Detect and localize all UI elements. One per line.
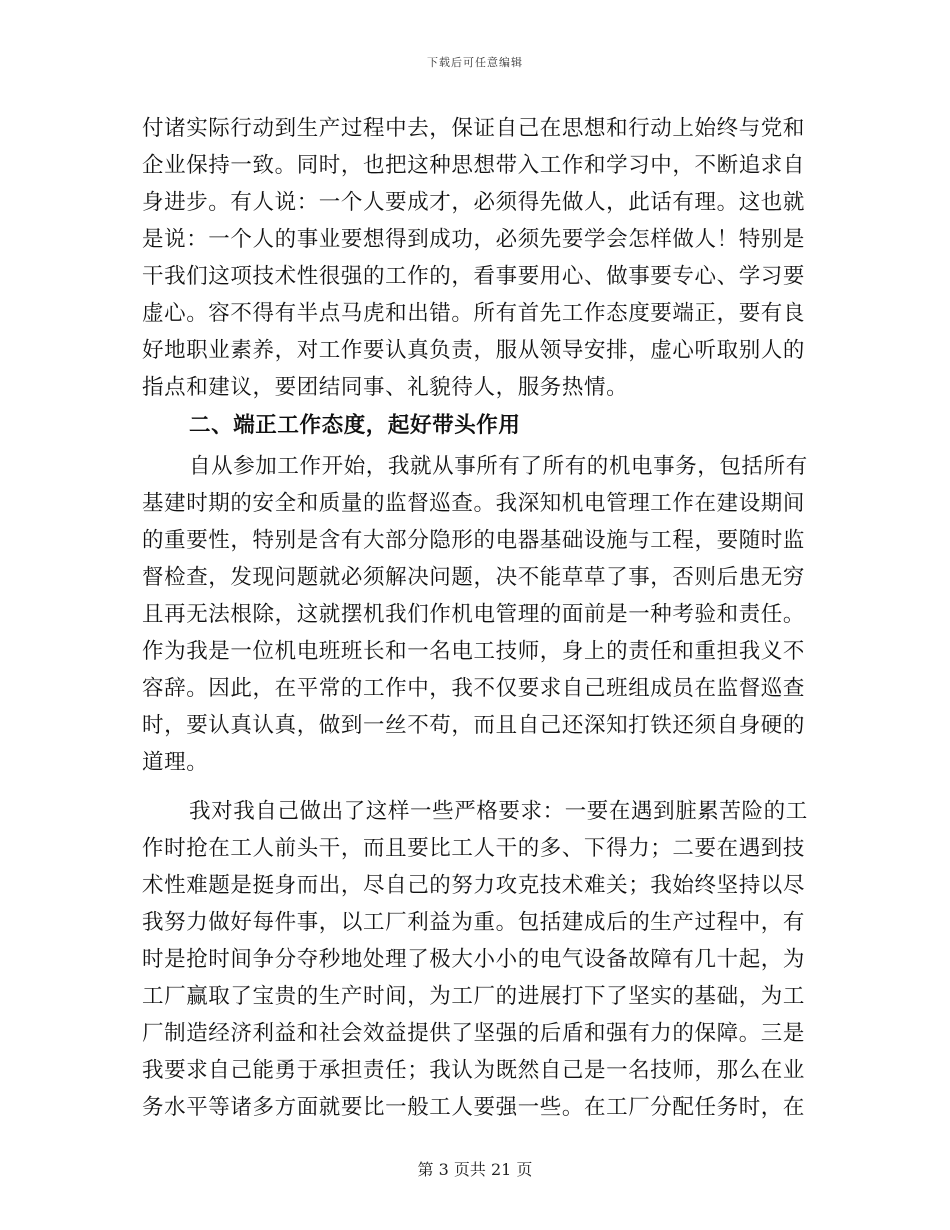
paragraph-1 — [142, 110, 806, 406]
page-header: 下载后可任意编辑 — [427, 56, 523, 69]
text-line: 我要求自己能勇于承担责任；我认为既然自己是一名技师，那么在业 — [142, 1058, 806, 1083]
text-line: 指点和建议，要团结同事、礼貌待人，服务热情。 — [142, 375, 629, 400]
text-line: 督检查，发现问题就必须解决问题，决不能草草了事，否则后患无穷 — [142, 565, 806, 590]
text-line: 时，要认真认真，做到一丝不苟，而且自己还深知打铁还须自身硬的 — [142, 713, 806, 738]
text-line: 基建时期的安全和质量的监督巡查。我深知机电管理工作在建设期间 — [142, 491, 806, 516]
text-line: 我对我自己做出了这样一些严格要求：一要在遇到脏累苦险的工 — [189, 799, 808, 824]
text-line: 身进步。有人说：一个人要成才，必须得先做人，此话有理。这也就 — [142, 190, 806, 215]
text-line: 作为我是一位机电班班长和一名电工技师，身上的责任和重担我义不 — [142, 639, 806, 664]
page-footer: 第 3 页共 21 页 — [417, 1160, 533, 1179]
text-line: 干我们这项技术性很强的工作的，看事要用心、做事要专心、学习要 — [142, 264, 806, 289]
text-line: 作时抢在工人前头干，而且要比工人干的多、下得力；二要在遇到技 — [142, 836, 806, 861]
text-line: 道理。 — [142, 750, 209, 775]
text-line: 好地职业素养，对工作要认真负责，服从领导安排，虚心听取别人的 — [142, 338, 806, 363]
text-line: 我努力做好每件事，以工厂利益为重。包括建成后的生产过程中，有 — [142, 910, 806, 935]
text-line: 虚心。容不得有半点马虎和出错。所有首先工作态度要端正，要有良 — [142, 301, 806, 326]
text-line: 术性难题是挺身而出，尽自己的努力攻克技术难关；我始终坚持以尽 — [142, 873, 806, 898]
section-heading: 二、端正工作态度，起好带头作用 — [189, 413, 521, 438]
text-line: 的重要性，特别是含有大部分隐形的电器基础设施与工程，要随时监 — [142, 528, 806, 553]
text-line: 务水平等诸多方面就要比一般工人要强一些。在工厂分配任务时，在 — [142, 1095, 806, 1120]
text-line: 且再无法根除，这就摆机我们作机电管理的面前是一种考验和责任。 — [142, 602, 806, 627]
text-line: 自从参加工作开始，我就从事所有了所有的机电事务，包括所有 — [189, 454, 808, 479]
paragraph-3 — [142, 793, 808, 1126]
text-line: 付诸实际行动到生产过程中去，保证自己在思想和行动上始终与党和 — [142, 116, 806, 141]
document-body — [142, 110, 808, 1126]
text-line: 工厂赢取了宝贵的生产时间，为工厂的进展打下了坚实的基础，为工 — [142, 984, 806, 1009]
text-line: 时是抢时间争分夺秒地处理了极大小小的电气设备故障有几十起，为 — [142, 947, 806, 972]
text-line: 企业保持一致。同时，也把这种思想带入工作和学习中，不断追求自 — [142, 153, 806, 178]
paragraph-2 — [142, 448, 808, 781]
text-line: 是说：一个人的事业要想得到成功，必须先要学会怎样做人！特别是 — [142, 227, 806, 252]
text-line: 厂制造经济利益和社会效益提供了坚强的后盾和强有力的保障。三是 — [142, 1021, 806, 1046]
text-line: 容辞。因此，在平常的工作中，我不仅要求自己班组成员在监督巡查 — [142, 676, 806, 701]
